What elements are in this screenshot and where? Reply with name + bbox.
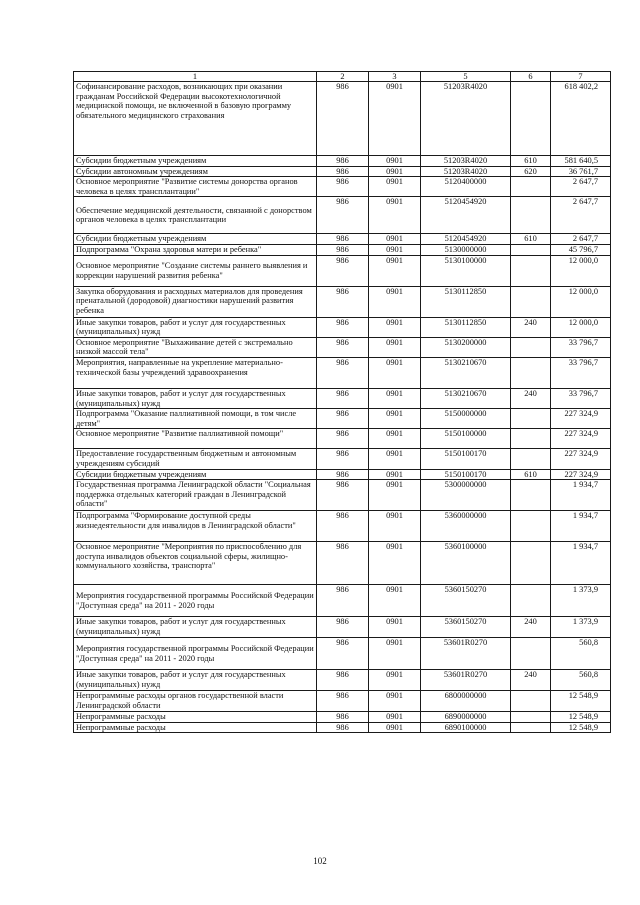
cell-target: 5360100000: [421, 542, 511, 585]
cell-ministry: 986: [317, 177, 369, 197]
cell-target: 51203R4020: [421, 156, 511, 167]
cell-type: [511, 409, 551, 429]
cell-ministry: 986: [317, 357, 369, 388]
cell-amount: 12 000,0: [551, 317, 611, 337]
cell-description: Мероприятия государственной программы Российской Федерации "Доступная среда" на 2011 - 2020 годы: [74, 638, 317, 670]
cell-amount: 1 373,9: [551, 585, 611, 617]
cell-target: 6800000000: [421, 691, 511, 712]
table-row: [74, 388, 611, 408]
cell-description: Основное мероприятие "Развитие системы донорства органов человека в целях трансплантации": [74, 177, 317, 197]
cell-description: Иные закупки товаров, работ и услуг для государственных (муниципальных) нужд: [74, 388, 317, 408]
table-row: [74, 286, 611, 317]
cell-description: Субсидии бюджетным учреждениям: [74, 469, 317, 480]
cell-ministry: 986: [317, 337, 369, 357]
table-row: [74, 480, 611, 511]
cell-ministry: 986: [317, 449, 369, 469]
table-row: [74, 234, 611, 245]
cell-section: 0901: [369, 542, 421, 585]
cell-section: 0901: [369, 469, 421, 480]
cell-description: Иные закупки товаров, работ и услуг для государственных (муниципальных) нужд: [74, 317, 317, 337]
cell-target: 5360150270: [421, 585, 511, 617]
cell-target: 5130112850: [421, 317, 511, 337]
cell-ministry: 986: [317, 511, 369, 542]
cell-ministry: 986: [317, 585, 369, 617]
cell-section: 0901: [369, 511, 421, 542]
cell-ministry: 986: [317, 542, 369, 585]
cell-type: [511, 357, 551, 388]
cell-amount: 227 324,9: [551, 449, 611, 469]
cell-description: Основное мероприятие "Мероприятия по приспособлению для доступа инвалидов объектов социальной сферы, жилищно-коммунального хозяйства, транспорта": [74, 542, 317, 585]
cell-description: Закупка оборудования и расходных материалов для проведения пренатальной (дородовой) диагностики нарушений развития ребенка: [74, 286, 317, 317]
table-row: [74, 166, 611, 177]
cell-section: 0901: [369, 691, 421, 712]
header-cell-6: 6: [511, 72, 551, 82]
cell-description: Основное мероприятие "Выхаживание детей с экстремально низкой массой тела": [74, 337, 317, 357]
cell-description: Мероприятия государственной программы Российской Федерации "Доступная среда" на 2011 - 2020 годы: [74, 585, 317, 617]
cell-type: [511, 585, 551, 617]
cell-description: Подпрограмма "Охрана здоровья матери и ребенка": [74, 244, 317, 255]
cell-amount: 12 000,0: [551, 286, 611, 317]
cell-target: 5150100170: [421, 469, 511, 480]
cell-type: [511, 255, 551, 286]
cell-description: Государственная программа Ленинградской области "Социальная поддержка отдельных категорий граждан в Ленинградской области": [74, 480, 317, 511]
cell-ministry: 986: [317, 712, 369, 723]
cell-section: 0901: [369, 388, 421, 408]
cell-amount: 12 548,9: [551, 712, 611, 723]
cell-amount: 1 373,9: [551, 617, 611, 638]
cell-section: 0901: [369, 244, 421, 255]
cell-target: 5300000000: [421, 480, 511, 511]
cell-description: Субсидии автономным учреждениям: [74, 166, 317, 177]
cell-ministry: 986: [317, 617, 369, 638]
cell-section: 0901: [369, 337, 421, 357]
cell-type: [511, 722, 551, 733]
cell-target: 51203R4020: [421, 82, 511, 156]
cell-section: 0901: [369, 82, 421, 156]
cell-ministry: 986: [317, 197, 369, 234]
cell-amount: 36 761,7: [551, 166, 611, 177]
cell-type: 620: [511, 166, 551, 177]
cell-type: [511, 712, 551, 723]
cell-amount: 227 324,9: [551, 469, 611, 480]
cell-amount: 618 402,2: [551, 82, 611, 156]
cell-type: 240: [511, 317, 551, 337]
cell-target: 5130200000: [421, 337, 511, 357]
cell-amount: 45 796,7: [551, 244, 611, 255]
cell-target: 5130210670: [421, 357, 511, 388]
cell-ministry: 986: [317, 429, 369, 449]
table-row: [74, 638, 611, 670]
cell-type: [511, 480, 551, 511]
cell-description: Субсидии бюджетным учреждениям: [74, 156, 317, 167]
table-row: [74, 429, 611, 449]
cell-section: 0901: [369, 286, 421, 317]
cell-amount: 2 647,7: [551, 177, 611, 197]
cell-type: [511, 449, 551, 469]
cell-ministry: 986: [317, 255, 369, 286]
table-row: [74, 357, 611, 388]
cell-target: 5150100170: [421, 449, 511, 469]
cell-amount: 1 934,7: [551, 511, 611, 542]
table-row: [74, 722, 611, 733]
budget-table: [73, 71, 611, 733]
cell-type: [511, 511, 551, 542]
table-row: [74, 409, 611, 429]
cell-section: 0901: [369, 429, 421, 449]
table-row: [74, 712, 611, 723]
cell-target: 5130000000: [421, 244, 511, 255]
cell-description: Иные закупки товаров, работ и услуг для государственных (муниципальных) нужд: [74, 670, 317, 691]
cell-section: 0901: [369, 585, 421, 617]
cell-description: Предоставление государственным бюджетным и автономным учреждениям субсидий: [74, 449, 317, 469]
cell-type: [511, 244, 551, 255]
cell-section: 0901: [369, 255, 421, 286]
cell-amount: 560,8: [551, 670, 611, 691]
cell-ministry: 986: [317, 156, 369, 167]
cell-target: 51203R4020: [421, 166, 511, 177]
cell-type: 240: [511, 617, 551, 638]
cell-ministry: 986: [317, 638, 369, 670]
cell-ministry: 986: [317, 244, 369, 255]
cell-amount: 12 548,9: [551, 691, 611, 712]
cell-type: [511, 82, 551, 156]
cell-amount: 2 647,7: [551, 234, 611, 245]
cell-description: Иные закупки товаров, работ и услуг для государственных (муниципальных) нужд: [74, 617, 317, 638]
cell-type: [511, 429, 551, 449]
cell-ministry: 986: [317, 670, 369, 691]
cell-section: 0901: [369, 234, 421, 245]
cell-target: 5360150270: [421, 617, 511, 638]
cell-target: 5120454920: [421, 197, 511, 234]
cell-amount: 1 934,7: [551, 480, 611, 511]
table-row: [74, 317, 611, 337]
header-row: [74, 72, 611, 82]
cell-description: Основное мероприятие "Создание системы раннего выявления и коррекции нарушений развития ребенка": [74, 255, 317, 286]
cell-ministry: 986: [317, 691, 369, 712]
cell-section: 0901: [369, 166, 421, 177]
cell-section: 0901: [369, 357, 421, 388]
cell-amount: 227 324,9: [551, 429, 611, 449]
cell-target: 5130210670: [421, 388, 511, 408]
cell-type: [511, 638, 551, 670]
cell-amount: 12 548,9: [551, 722, 611, 733]
cell-target: 5150100000: [421, 429, 511, 449]
table-row: [74, 337, 611, 357]
cell-description: Обеспечение медицинской деятельности, связанной с донорством органов человека в целях трансплантации: [74, 197, 317, 234]
cell-type: [511, 691, 551, 712]
table-row: [74, 511, 611, 542]
cell-ministry: 986: [317, 286, 369, 317]
cell-section: 0901: [369, 177, 421, 197]
table-row: [74, 691, 611, 712]
table-row: [74, 156, 611, 167]
cell-target: 5130112850: [421, 286, 511, 317]
header-cell-1: 1: [74, 72, 317, 82]
cell-target: 53601R0270: [421, 638, 511, 670]
cell-section: 0901: [369, 197, 421, 234]
cell-ministry: 986: [317, 469, 369, 480]
cell-ministry: 986: [317, 234, 369, 245]
cell-target: 5360000000: [421, 511, 511, 542]
cell-section: 0901: [369, 409, 421, 429]
cell-description: Софинансирование расходов, возникающих при оказании гражданам Российской Федерации высокотехнологичной медицинской помощи, не включенной в базовую программу обязательного медицинского страхования: [74, 82, 317, 156]
cell-description: Непрограммные расходы: [74, 722, 317, 733]
cell-amount: 560,8: [551, 638, 611, 670]
cell-amount: 33 796,7: [551, 357, 611, 388]
page-number: 102: [313, 856, 327, 866]
cell-ministry: 986: [317, 388, 369, 408]
cell-target: 5120400000: [421, 177, 511, 197]
cell-ministry: 986: [317, 317, 369, 337]
table-row: [74, 197, 611, 234]
cell-target: 6890100000: [421, 722, 511, 733]
table-row: [74, 670, 611, 691]
cell-type: 610: [511, 469, 551, 480]
table-body: [74, 72, 611, 733]
cell-type: [511, 542, 551, 585]
cell-section: 0901: [369, 712, 421, 723]
cell-amount: 227 324,9: [551, 409, 611, 429]
table-row: [74, 542, 611, 585]
cell-target: 5120454920: [421, 234, 511, 245]
cell-section: 0901: [369, 670, 421, 691]
cell-type: 610: [511, 156, 551, 167]
cell-amount: 33 796,7: [551, 388, 611, 408]
cell-section: 0901: [369, 156, 421, 167]
cell-ministry: 986: [317, 409, 369, 429]
cell-section: 0901: [369, 480, 421, 511]
cell-type: 610: [511, 234, 551, 245]
cell-description: Непрограммные расходы органов государственной власти Ленинградской области: [74, 691, 317, 712]
cell-ministry: 986: [317, 82, 369, 156]
cell-ministry: 986: [317, 722, 369, 733]
table-row: [74, 449, 611, 469]
table-row: [74, 617, 611, 638]
header-cell-7: 7: [551, 72, 611, 82]
cell-description: Подпрограмма "Формирование доступной среды жизнедеятельности для инвалидов в Ленинградской области": [74, 511, 317, 542]
cell-type: [511, 337, 551, 357]
cell-ministry: 986: [317, 166, 369, 177]
cell-section: 0901: [369, 722, 421, 733]
header-cell-3: 3: [369, 72, 421, 82]
cell-section: 0901: [369, 449, 421, 469]
cell-target: 53601R0270: [421, 670, 511, 691]
cell-description: Подпрограмма "Оказание паллиативной помощи, в том числе детям": [74, 409, 317, 429]
cell-description: Субсидии бюджетным учреждениям: [74, 234, 317, 245]
cell-description: Непрограммные расходы: [74, 712, 317, 723]
cell-amount: 581 640,5: [551, 156, 611, 167]
table-row: [74, 255, 611, 286]
table-row: [74, 82, 611, 156]
cell-description: Мероприятия, направленные на укрепление материально-технической базы учреждений здравоохранения: [74, 357, 317, 388]
cell-target: 5150000000: [421, 409, 511, 429]
header-cell-2: 2: [317, 72, 369, 82]
table-row: [74, 585, 611, 617]
cell-type: [511, 197, 551, 234]
cell-amount: 1 934,7: [551, 542, 611, 585]
cell-type: 240: [511, 670, 551, 691]
cell-target: 6890000000: [421, 712, 511, 723]
table-row: [74, 244, 611, 255]
table-row: [74, 469, 611, 480]
table-row: [74, 177, 611, 197]
cell-ministry: 986: [317, 480, 369, 511]
cell-amount: 12 000,0: [551, 255, 611, 286]
cell-type: [511, 177, 551, 197]
cell-section: 0901: [369, 317, 421, 337]
cell-section: 0901: [369, 638, 421, 670]
cell-type: 240: [511, 388, 551, 408]
cell-amount: 2 647,7: [551, 197, 611, 234]
cell-section: 0901: [369, 617, 421, 638]
cell-type: [511, 286, 551, 317]
cell-amount: 33 796,7: [551, 337, 611, 357]
cell-target: 5130100000: [421, 255, 511, 286]
header-cell-5: 5: [421, 72, 511, 82]
cell-description: Основное мероприятие "Развитие паллиативной помощи": [74, 429, 317, 449]
